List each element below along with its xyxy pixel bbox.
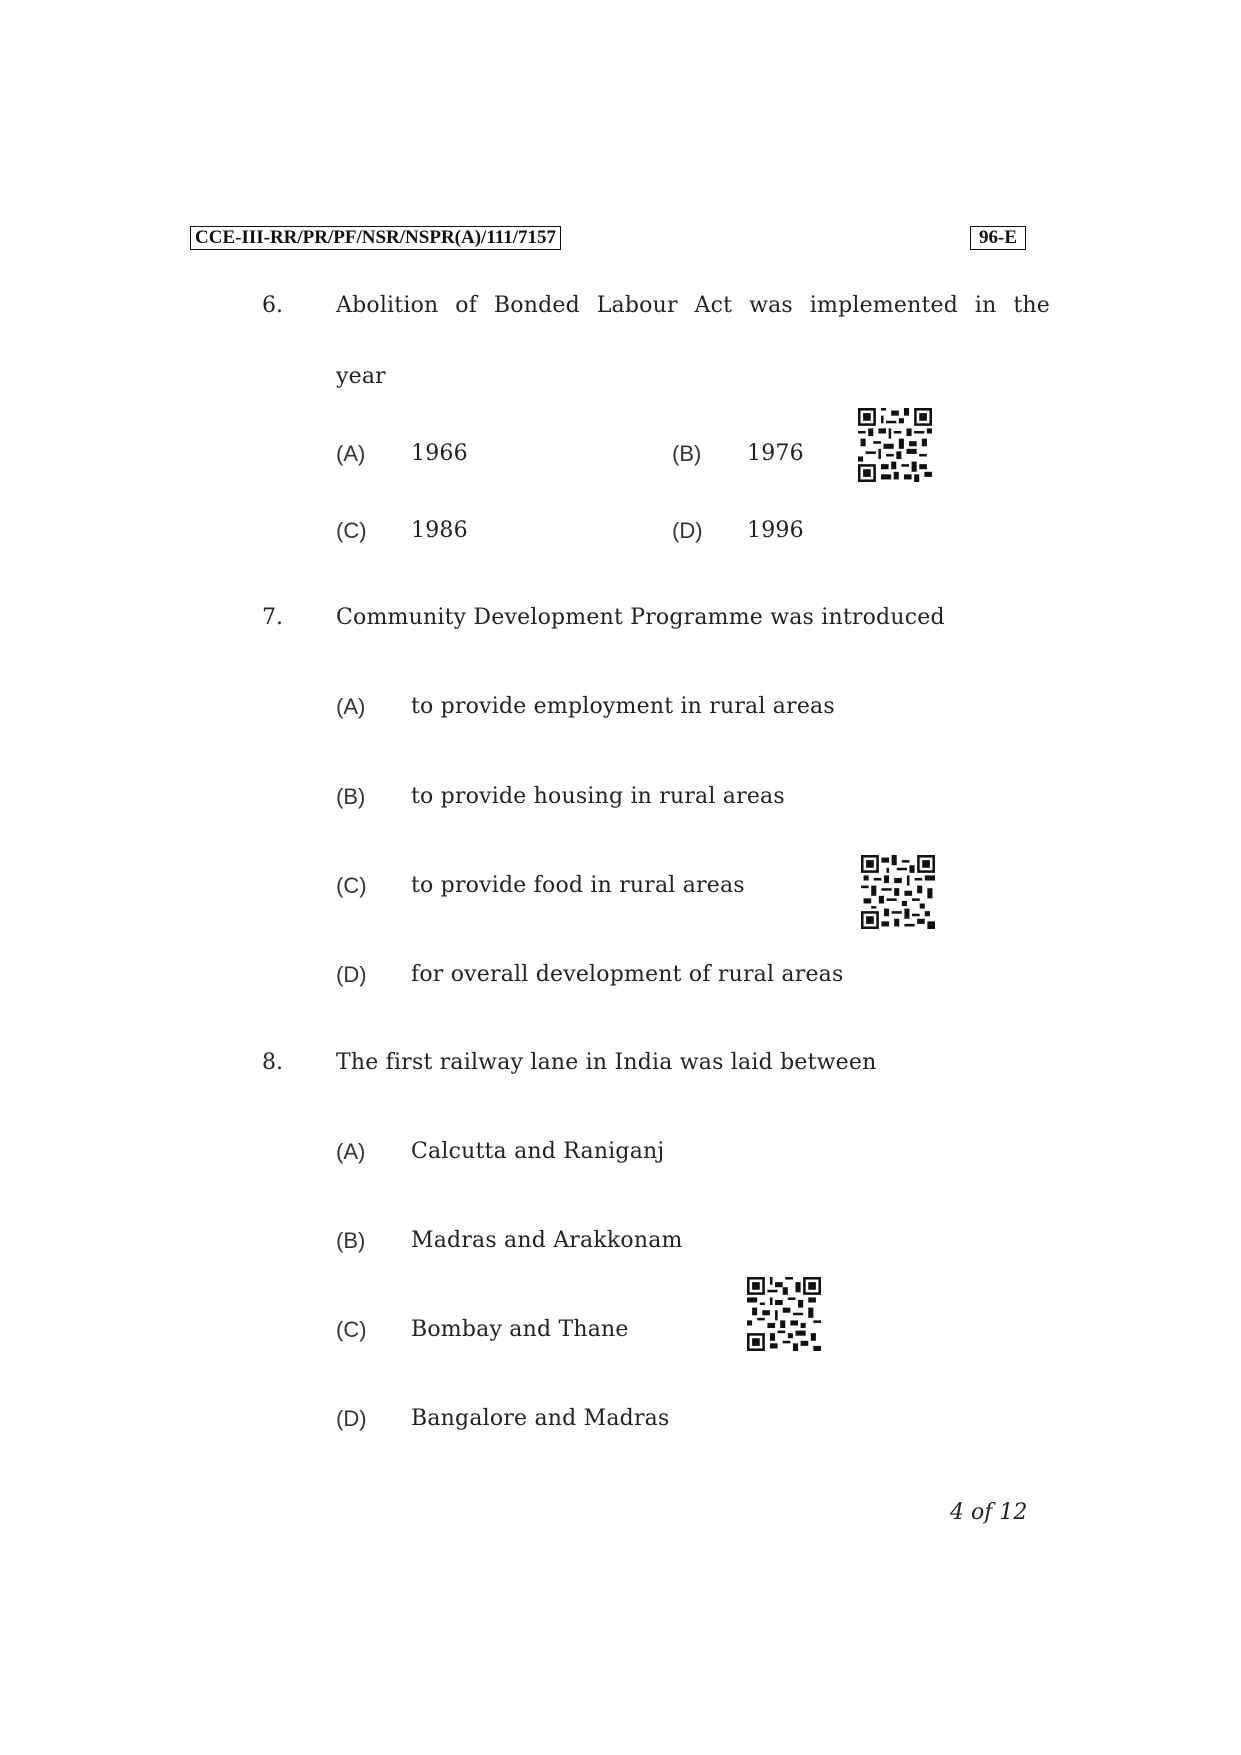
paper-code: CCE-III-RR/PR/PF/NSR/NSPR(A)/111/7157 (190, 226, 561, 250)
question-text-continued: year (336, 364, 386, 389)
question-text: The first railway lane in India was laid between (336, 1050, 877, 1075)
option-b-label: (B) (672, 441, 702, 466)
option-d-text: 1996 (747, 518, 804, 543)
option-d-label: (D) (672, 518, 703, 543)
option-b-label: (B) (336, 1228, 366, 1253)
qr-code-icon (859, 855, 937, 929)
option-c-label: (C) (336, 1317, 367, 1342)
question-text: Community Development Programme was introduced (336, 605, 945, 630)
option-a-label: (A) (336, 441, 366, 466)
option-c-text: Bombay and Thane (411, 1317, 629, 1342)
qr-code-icon (856, 408, 934, 482)
option-d-text: Bangalore and Madras (411, 1406, 670, 1431)
option-a-text: to provide employment in rural areas (411, 694, 835, 719)
option-d-text: for overall development of rural areas (411, 962, 844, 987)
question-number: 8. (262, 1050, 283, 1075)
option-d-label: (D) (336, 962, 367, 987)
question-text: Abolition of Bonded Labour Act was implemented in the (336, 293, 1050, 318)
option-a-text: Calcutta and Raniganj (411, 1139, 665, 1164)
question-number: 7. (262, 605, 283, 630)
qr-code-icon (745, 1277, 823, 1351)
option-b-text: Madras and Arakkonam (411, 1228, 683, 1253)
option-a-label: (A) (336, 694, 366, 719)
option-c-label: (C) (336, 873, 367, 898)
booklet-code: 96-E (970, 226, 1026, 250)
question-number: 6. (262, 293, 283, 318)
page-number: 4 of 12 (950, 1500, 1028, 1525)
option-c-text: to provide food in rural areas (411, 873, 745, 898)
option-c-text: 1986 (411, 518, 468, 543)
option-c-label: (C) (336, 518, 367, 543)
option-b-text: to provide housing in rural areas (411, 784, 785, 809)
option-b-text: 1976 (747, 441, 804, 466)
option-b-label: (B) (336, 784, 366, 809)
option-a-label: (A) (336, 1139, 366, 1164)
option-d-label: (D) (336, 1406, 367, 1431)
option-a-text: 1966 (411, 441, 468, 466)
